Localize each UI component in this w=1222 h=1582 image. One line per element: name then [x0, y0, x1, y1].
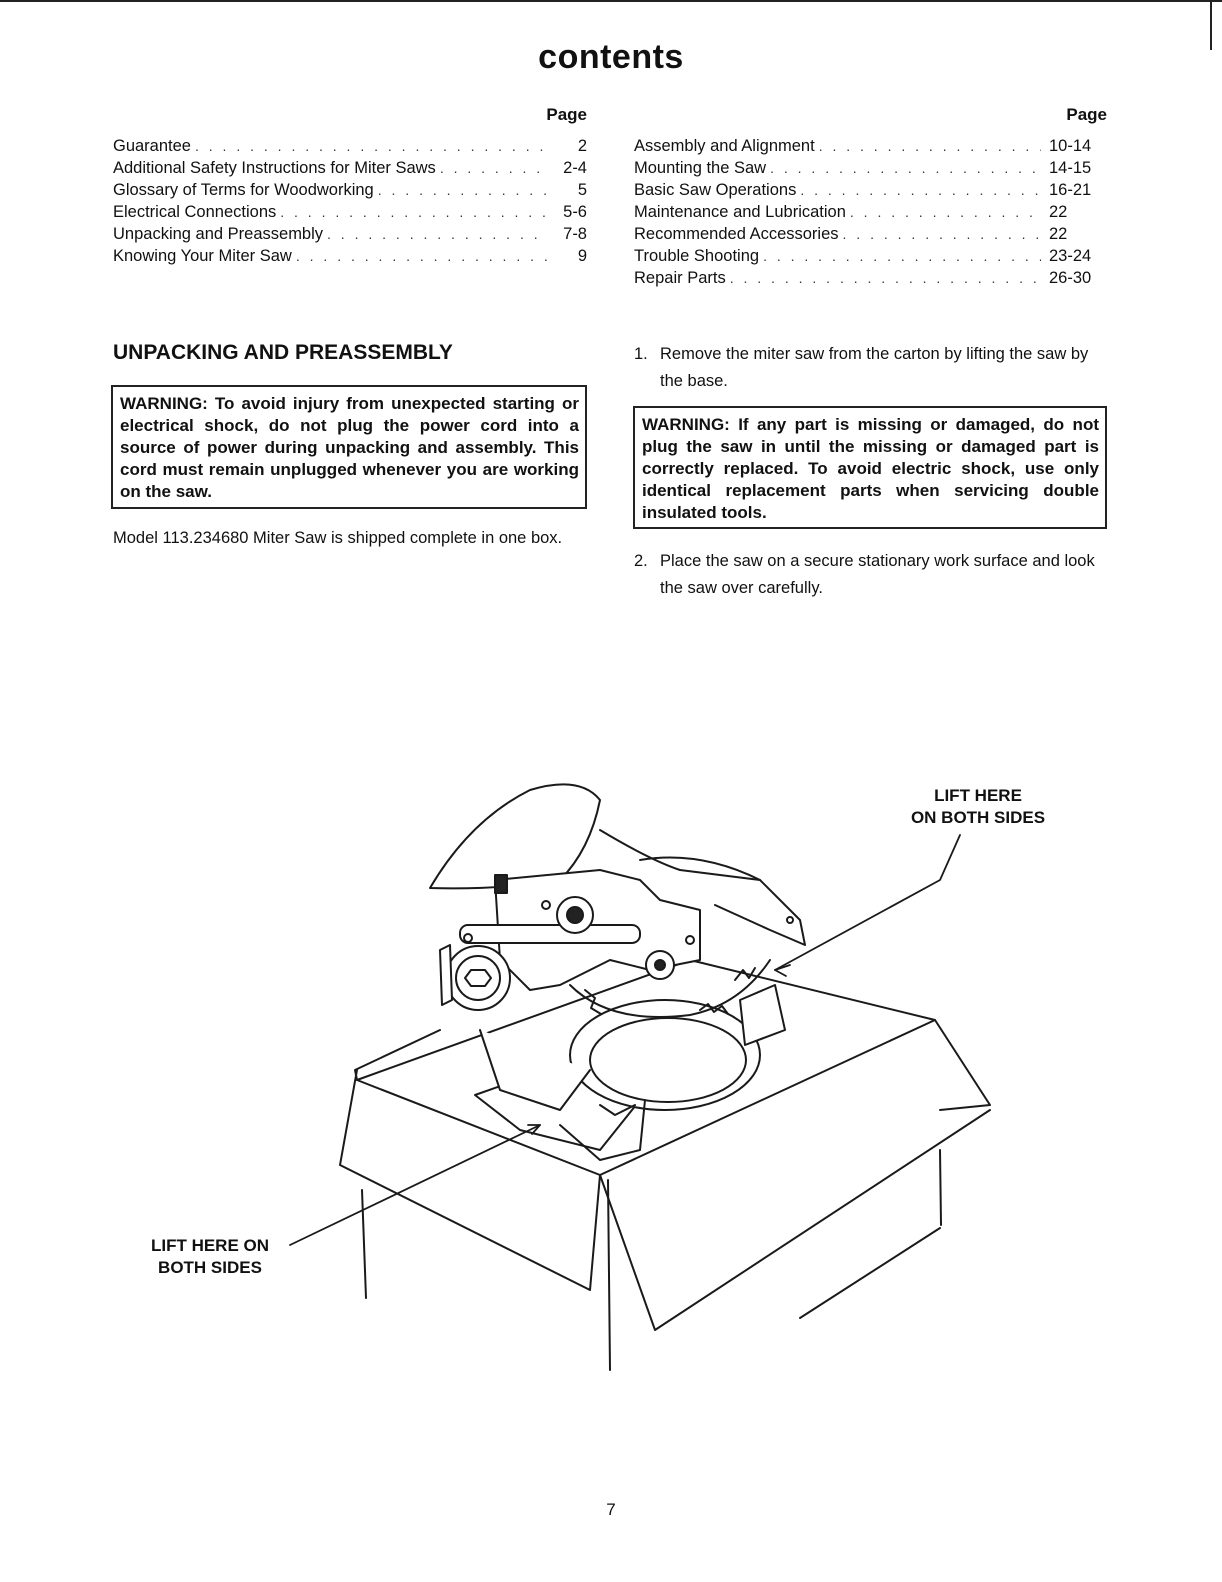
toc-leader-dots: [800, 179, 1041, 201]
callout-line: BOTH SIDES: [158, 1258, 262, 1277]
toc-entry-page: 14-15: [1049, 159, 1092, 177]
toc-leader-dots: [280, 201, 547, 223]
toc-leader-dots: [843, 223, 1041, 245]
toc-leader-dots: [819, 135, 1041, 157]
warning-box-unplug: WARNING: To avoid injury from unexpected starting or electrical shock, do not plug the power cord into a source of power during unpacking and assembly. This cord must remain unplugged whenever you are working on the saw.: [111, 385, 587, 509]
toc-entry-label: Repair Parts: [634, 269, 726, 287]
toc-entry-label: Guarantee: [113, 137, 191, 155]
toc-entry-label: Recommended Accessories: [634, 225, 839, 243]
model-shipping-text: Model 113.234680 Miter Saw is shipped complete in one box.: [113, 529, 563, 547]
toc-entry: [634, 245, 1107, 267]
toc-entry: [113, 157, 587, 179]
toc-entry-label: Maintenance and Lubrication: [634, 203, 846, 221]
toc-entry-label: Glossary of Terms for Woodworking: [113, 181, 374, 199]
toc-entry-label: Unpacking and Preassembly: [113, 225, 324, 243]
toc-entry-page: 2-4: [563, 159, 587, 177]
step-number: 2.: [634, 552, 648, 570]
toc-entry-label: Basic Saw Operations: [634, 181, 797, 199]
toc-entry: [113, 245, 587, 267]
toc-entry: [113, 135, 587, 157]
toc-right-column: [634, 104, 1107, 289]
toc-leader-dots: [378, 179, 547, 201]
toc-entry-label: Additional Safety Instructions for Miter Saws: [113, 159, 436, 177]
toc-entry: [113, 201, 587, 223]
toc-leader-dots: [195, 135, 547, 157]
toc-page-header: Page: [1066, 105, 1107, 124]
toc-leader-dots: [850, 201, 1041, 223]
toc-entry: [634, 223, 1107, 245]
warning-box-missing-parts: WARNING: If any part is missing or damaged, do not plug the saw in until the missing or damaged part is correctly replaced. To avoid electric shock, use only identical replacement parts when servicing double insulated tools.: [633, 406, 1107, 529]
toc-entry-page: 23-24: [1049, 247, 1092, 265]
leader-line-top: [775, 835, 960, 970]
toc-entry: [634, 267, 1107, 289]
toc-entry-page: 9: [577, 247, 587, 265]
miter-saw-illustration: [0, 760, 1222, 1420]
toc-leader-dots: [770, 157, 1041, 179]
section-heading: UNPACKING AND PREASSEMBLY: [113, 341, 453, 364]
toc-leader-dots: [440, 157, 547, 179]
step-text: Place the saw on a secure stationary work surface and look the saw over carefully.: [660, 552, 1095, 597]
toc-entry: [113, 223, 587, 245]
toc-entry-page: 22: [1049, 203, 1068, 221]
toc-entry-page: 26-30: [1049, 269, 1092, 287]
page-number: 7: [606, 1500, 616, 1519]
toc-entry: [634, 157, 1107, 179]
step-item: [634, 548, 1108, 602]
toc-entry-label: Assembly and Alignment: [634, 137, 815, 155]
toc-entry-label: Mounting the Saw: [634, 159, 767, 177]
step-text: Remove the miter saw from the carton by lifting the saw by the base.: [660, 345, 1089, 390]
lift-here-callout-top: [888, 785, 1068, 829]
toc-entry-label: Knowing Your Miter Saw: [113, 247, 292, 265]
step-number: 1.: [634, 345, 648, 363]
toc-leader-dots: [296, 245, 547, 267]
toc-entry-page: 22: [1049, 225, 1068, 243]
toc-entry: [634, 179, 1107, 201]
page-title: contents: [538, 38, 684, 76]
toc-entry-label: Trouble Shooting: [634, 247, 760, 265]
toc-entry-page: 7-8: [563, 225, 587, 243]
toc-entry-page: 2: [577, 137, 587, 155]
callout-line: LIFT HERE: [934, 786, 1022, 805]
top-rule: [0, 0, 1222, 2]
toc-leader-dots: [763, 245, 1041, 267]
toc-leader-dots: [730, 267, 1041, 289]
toc-entry-page: 5: [577, 181, 587, 199]
toc-entry-label: Electrical Connections: [113, 203, 277, 221]
callout-line: LIFT HERE ON: [150, 1236, 270, 1255]
leader-line-bottom: [290, 1125, 540, 1245]
toc-entry: [113, 179, 587, 201]
callout-line: ON BOTH SIDES: [910, 808, 1046, 827]
step-item: [634, 341, 1108, 395]
toc-entry-page: 5-6: [563, 203, 587, 221]
toc-entry: [634, 201, 1107, 223]
toc-leader-dots: [327, 223, 547, 245]
toc-entry-page: 10-14: [1049, 137, 1092, 155]
toc-page-header: Page: [546, 105, 587, 124]
lift-here-callout-bottom: [125, 1235, 295, 1279]
toc-entry-page: 16-21: [1049, 181, 1092, 199]
toc-entry: [634, 135, 1107, 157]
toc-left-column: [113, 104, 587, 267]
